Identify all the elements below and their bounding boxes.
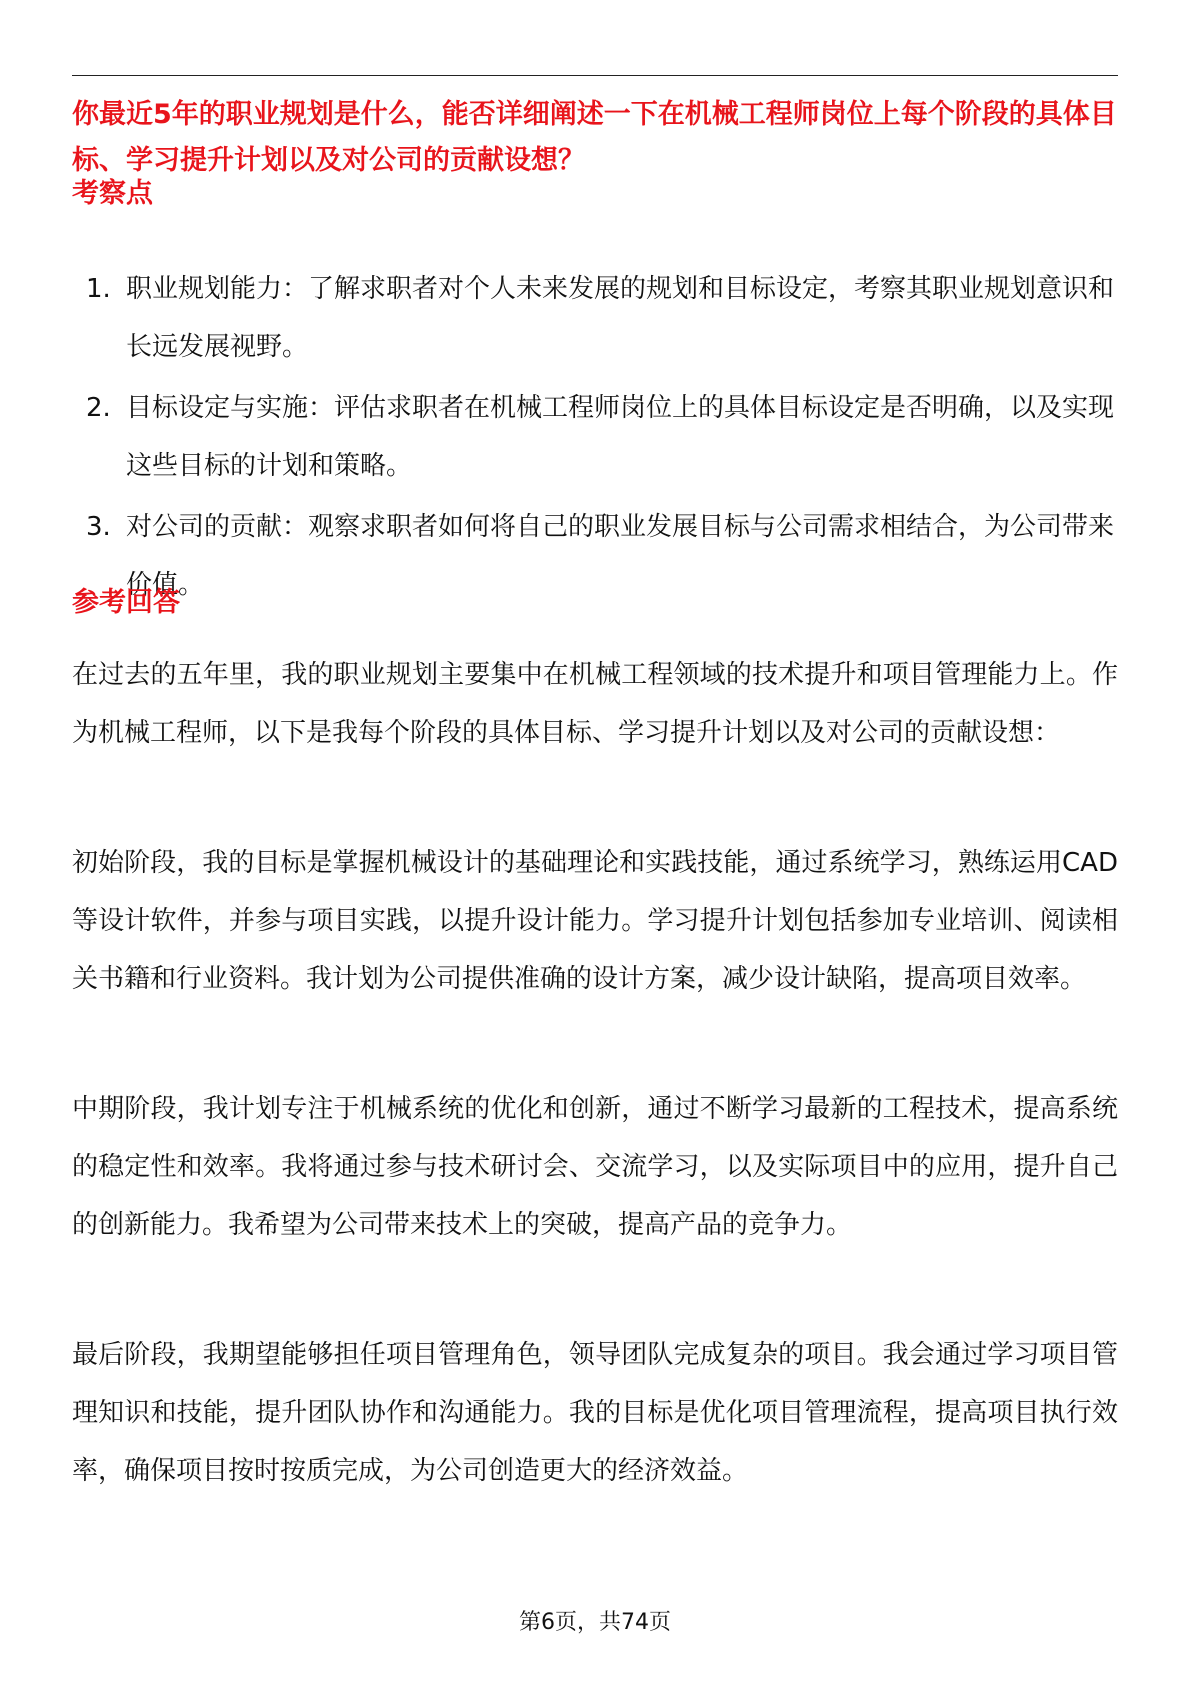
point-text: 目标设定与实施：评估求职者在机械工程师岗位上的具体目标设定是否明确，以及实现这些目标的计划和策略。 bbox=[126, 393, 1115, 481]
question-title: 你最近5年的职业规划是什么，能否详细阐述一下在机械工程师岗位上每个阶段的具体目标、学习提升计划以及对公司的贡献设想？ bbox=[72, 99, 1117, 176]
point-number: 3. bbox=[86, 512, 111, 542]
top-divider bbox=[72, 75, 1118, 76]
answer-heading: 参考回答 bbox=[72, 587, 180, 618]
point-number: 2. bbox=[86, 393, 111, 423]
assessment-point-1 bbox=[72, 260, 1118, 376]
assessment-points-list bbox=[72, 260, 1118, 614]
point-number: 1. bbox=[86, 274, 111, 304]
page-footer: 第6页，共74页 bbox=[519, 1610, 671, 1635]
answer-paragraph-final-stage: 最后阶段，我期望能够担任项目管理角色，领导团队完成复杂的项目。我会通过学习项目管理知识和技能，提升团队协作和沟通能力。我的目标是优化项目管理流程，提高项目执行效率，确保项目按时按质完成，为公司创造更大的经济效益。 bbox=[72, 1340, 1118, 1486]
answer-paragraph-intro: 在过去的五年里，我的职业规划主要集中在机械工程领域的技术提升和项目管理能力上。作为机械工程师，以下是我每个阶段的具体目标、学习提升计划以及对公司的贡献设想： bbox=[72, 660, 1118, 748]
point-text: 对公司的贡献：观察求职者如何将自己的职业发展目标与公司需求相结合，为公司带来价值。 bbox=[126, 512, 1115, 600]
answer-paragraph-middle-stage: 中期阶段，我计划专注于机械系统的优化和创新，通过不断学习最新的工程技术，提高系统的稳定性和效率。我将通过参与技术研讨会、交流学习，以及实际项目中的应用，提升自己的创新能力。我希望为公司带来技术上的突破，提高产品的竞争力。 bbox=[72, 1094, 1118, 1240]
point-text: 职业规划能力：了解求职者对个人未来发展的规划和目标设定，考察其职业规划意识和长远发展视野。 bbox=[126, 274, 1115, 362]
answer-paragraph-initial-stage: 初始阶段，我的目标是掌握机械设计的基础理论和实践技能，通过系统学习，熟练运用CAD等设计软件，并参与项目实践，以提升设计能力。学习提升计划包括参加专业培训、阅读相关书籍和行业资料。我计划为公司提供准确的设计方案，减少设计缺陷，提高项目效率。 bbox=[72, 848, 1118, 994]
assessment-point-3 bbox=[72, 498, 1118, 614]
assessment-point-2 bbox=[72, 379, 1118, 495]
assessment-heading: 考察点 bbox=[72, 178, 153, 209]
